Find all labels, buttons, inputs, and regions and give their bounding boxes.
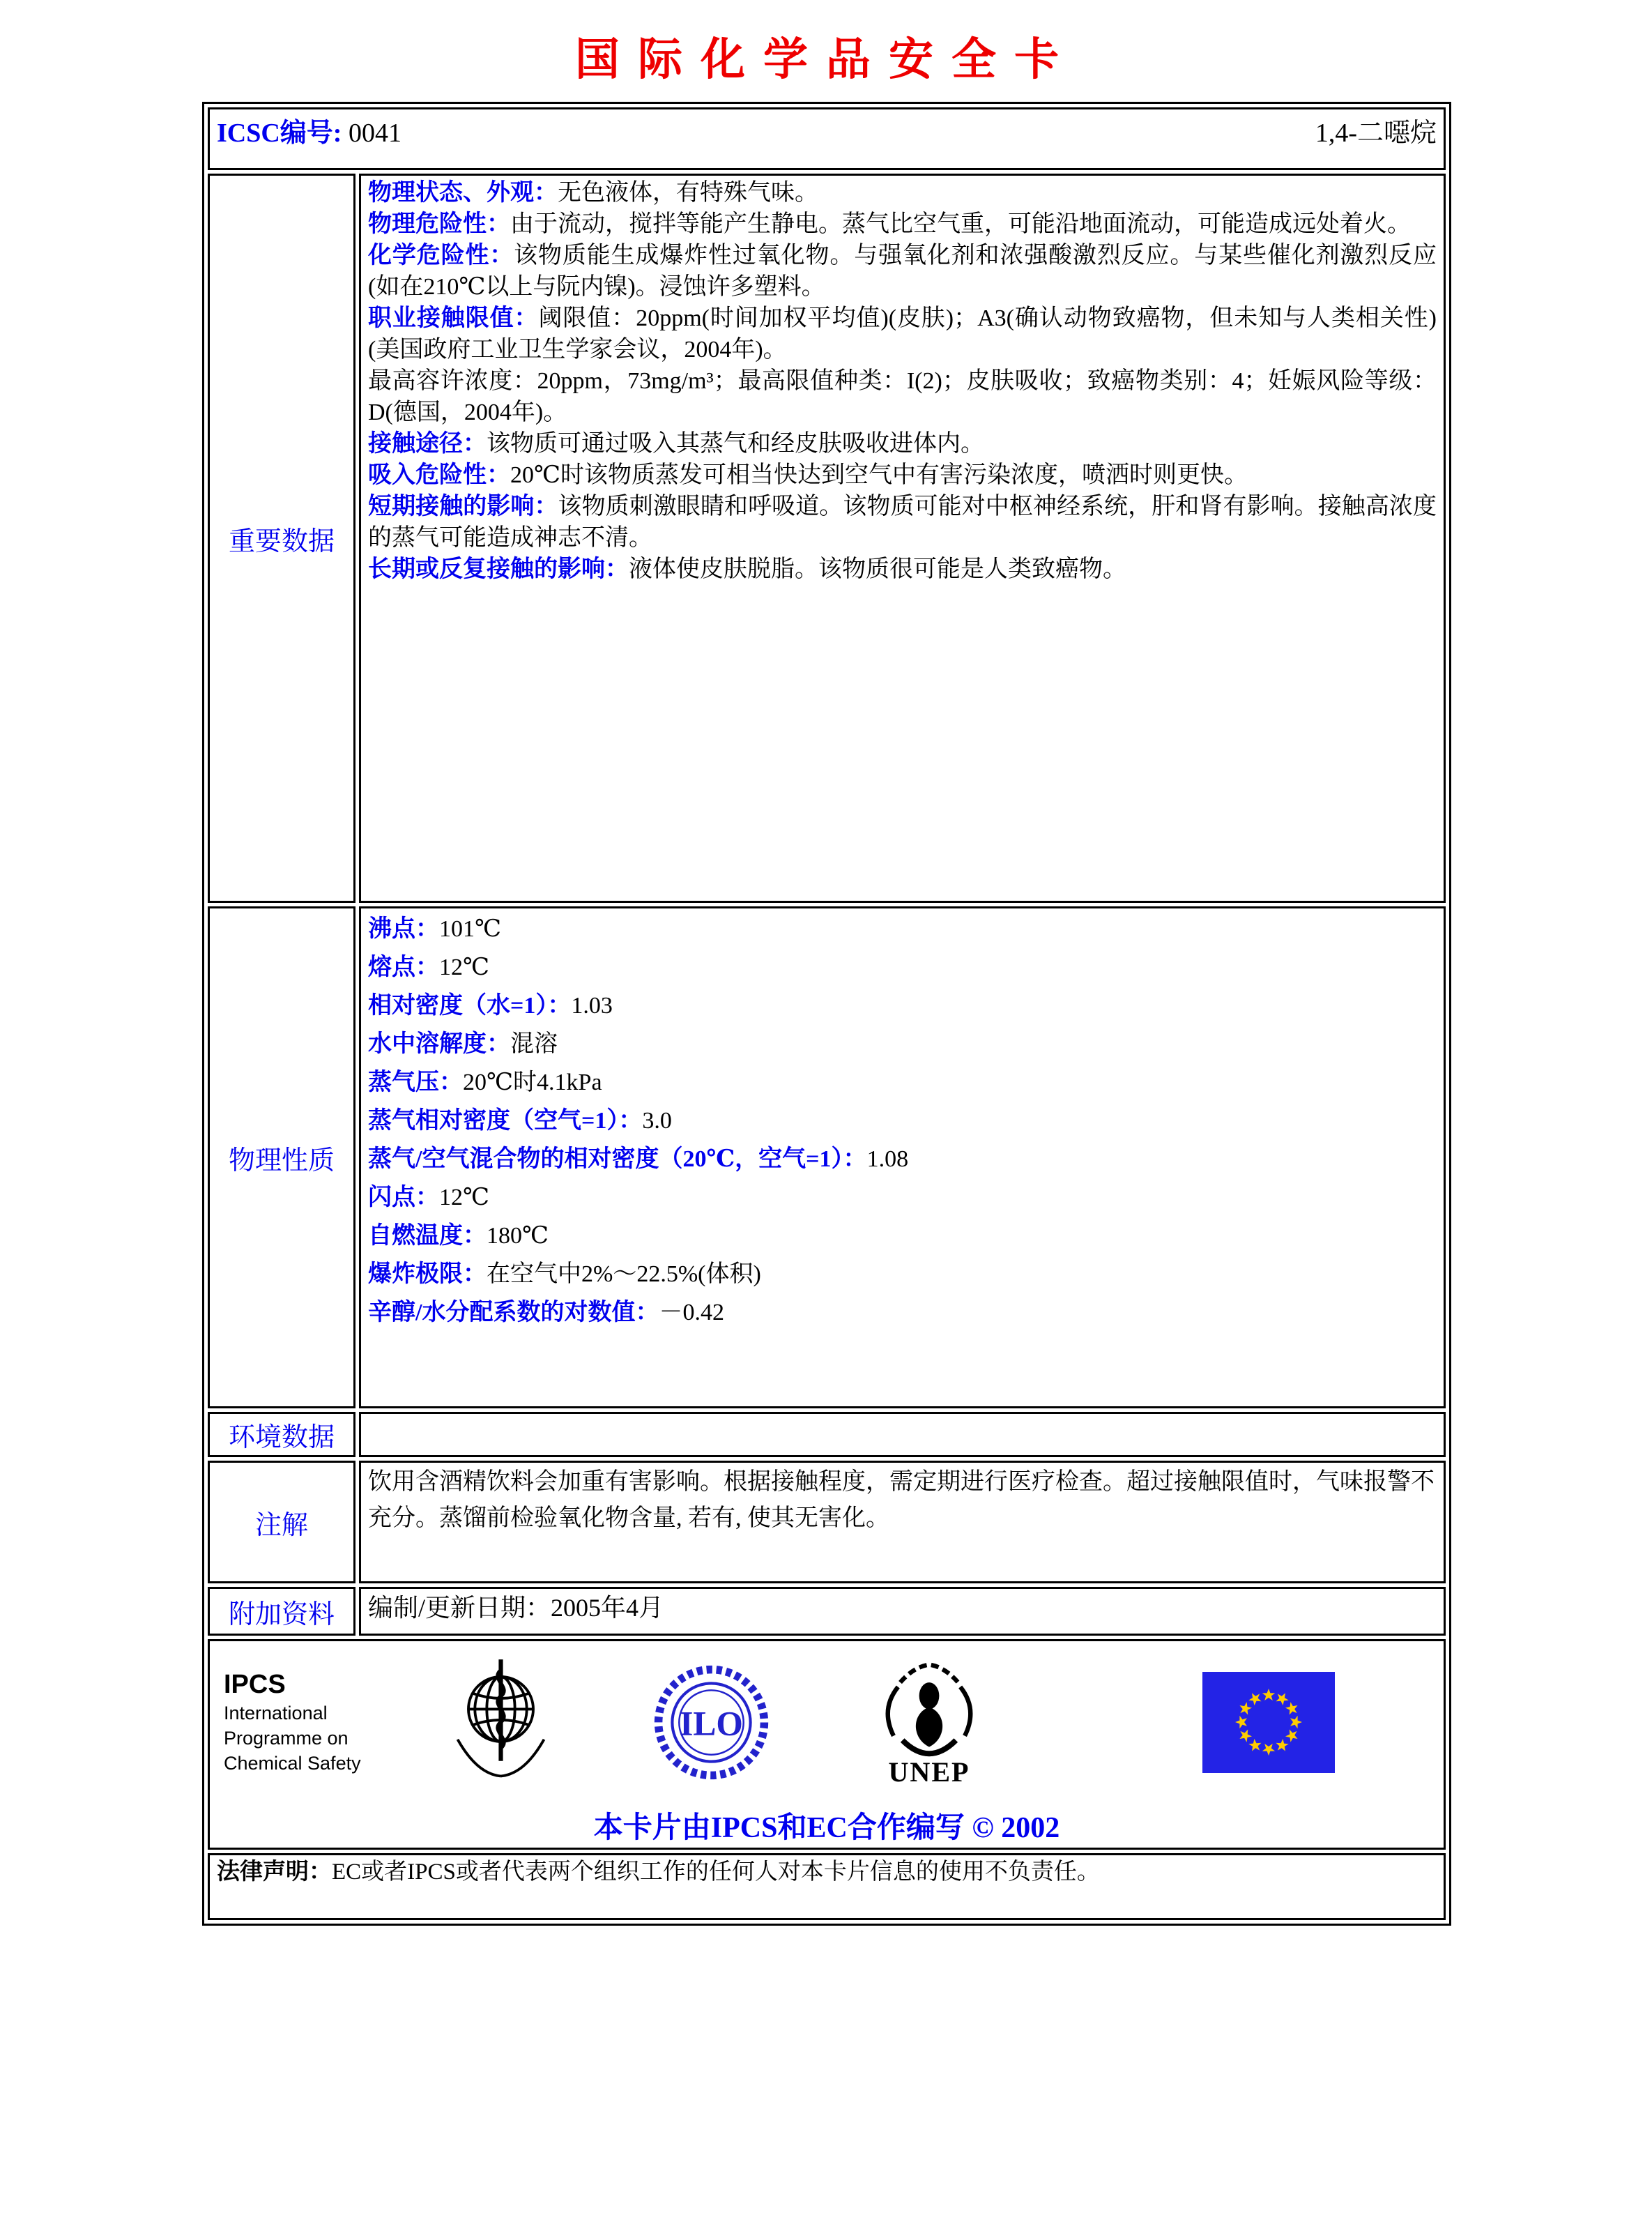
environmental-data-content	[359, 1412, 1446, 1457]
ipcs-acronym: IPCS	[224, 1670, 286, 1699]
environmental-data-row-label: 环境数据	[208, 1412, 355, 1457]
icsc-number-label: ICSC编号:	[217, 119, 342, 148]
icsc-card-table	[202, 102, 1451, 1926]
property-line: 蒸气/空气混合物的相对密度（20℃，空气=1）：1.08	[368, 1146, 909, 1172]
important-data-item: 接触途径：该物质可通过吸入其蒸气和经皮肤吸收进体内。	[368, 431, 984, 457]
property-line: 熔点：12℃	[368, 954, 490, 980]
ipcs-text-block: IPCS International Programme on Chemical Safety	[224, 1668, 406, 1776]
property-line: 相对密度（水=1）：1.03	[368, 993, 613, 1019]
notes-row-label: 注解	[208, 1461, 355, 1583]
credit-line	[217, 1804, 1437, 1846]
logos-cell	[208, 1639, 1446, 1850]
property-line: 沸点：101℃	[368, 916, 502, 942]
important-data-item: 化学危险性：该物质能生成爆炸性过氧化物。与强氧化剂和浓强酸激烈反应。与某些催化剂激烈反应(如在210℃以上与阮内镍)。浸蚀许多塑料。	[368, 243, 1437, 300]
important-data-row-label: 重要数据	[208, 174, 355, 903]
important-data-item: 吸入危险性：20℃时该物质蒸发可相当快达到空气中有害污染浓度，喷洒时则更快。	[368, 462, 1248, 488]
important-data-content	[359, 174, 1446, 903]
page-title: 国际化学品安全卡	[575, 33, 1077, 86]
property-line: 爆炸极限：在空气中2%～22.5%(体积)	[368, 1261, 761, 1287]
chemical-name: 1,4-二噁烷	[1315, 119, 1437, 148]
notes-row	[208, 1461, 1446, 1583]
important-data-item: 短期接触的影响：该物质刺激眼睛和呼吸道。该物质可能对中枢神经系统，肝和肾有影响。接触高浓度的蒸气可能造成神志不清。	[368, 494, 1437, 551]
unep-wordmark: UNEP	[888, 1756, 970, 1788]
legal-row	[208, 1853, 1446, 1920]
important-data-row	[208, 174, 1446, 903]
eu-flag-icon	[1202, 1672, 1335, 1773]
important-data-item: 长期或反复接触的影响：液体使皮肤脱脂。该物质很可能是人类致癌物。	[368, 556, 1126, 582]
legal-label: 法律声明：	[217, 1859, 332, 1885]
header-row	[208, 107, 1446, 170]
icsc-number-group	[217, 116, 401, 150]
property-line: 水中溶解度：混溶	[368, 1031, 558, 1057]
property-line: 蒸气压：20℃时4.1kPa	[368, 1070, 602, 1095]
svg-text:ILO: ILO	[680, 1704, 743, 1743]
property-line: 辛醇/水分配系数的对数值：－0.42	[368, 1300, 724, 1325]
property-line: 蒸气相对密度（空气=1）：3.0	[368, 1108, 672, 1134]
additional-info-row	[208, 1587, 1446, 1636]
important-data-item: 最高容许浓度：20ppm，73mg/m³；最高限值种类：I(2)；皮肤吸收；致癌物类别：4；妊娠风险等级：D(德国，2004年)。	[368, 368, 1437, 425]
important-data-item: 物理危险性：由于流动，搅拌等能产生静电。蒸气比空气重，可能沿地面流动，可能造成远处着火。	[368, 211, 1411, 237]
ilo-icon	[654, 1661, 769, 1783]
property-line: 闪点：12℃	[368, 1185, 490, 1210]
important-data-item: 物理状态、外观：无色液体，有特殊气味。	[368, 180, 818, 206]
copyright-text: © 2002	[972, 1812, 1060, 1844]
important-data-item: 职业接触限值：阈限值：20ppm(时间加权平均值)(皮肤)；A3(确认动物致癌物，但未知与人类相关性)(美国政府工业卫生学家会议，2004年)。	[368, 305, 1437, 363]
physical-properties-row-label: 物理性质	[208, 906, 355, 1408]
physical-properties-content	[359, 906, 1446, 1408]
unep-icon	[873, 1658, 985, 1786]
environmental-data-row	[208, 1412, 1446, 1457]
legal-cell	[208, 1853, 1446, 1920]
notes-content: 饮用含酒精饮料会加重有害影响。根据接触程度，需定期进行医疗检查。超过接触限值时，气味报警不充分。蒸馏前检验氧化物含量, 若有, 使其无害化。	[359, 1461, 1446, 1583]
credit-text: 本卡片由IPCS和EC合作编写	[593, 1812, 965, 1844]
property-line: 自燃温度：180℃	[368, 1223, 549, 1249]
legal-text: EC或者IPCS或者代表两个组织工作的任何人对本卡片信息的使用不负责任。	[332, 1859, 1100, 1885]
icsc-number-value: 0041	[348, 119, 401, 148]
additional-info-row-label: 附加资料	[208, 1587, 355, 1636]
physical-properties-row	[208, 906, 1446, 1408]
logos-row	[208, 1639, 1446, 1850]
additional-info-content: 编制/更新日期：2005年4月	[359, 1587, 1446, 1636]
who-icon	[447, 1652, 555, 1792]
header-cell	[208, 107, 1446, 170]
